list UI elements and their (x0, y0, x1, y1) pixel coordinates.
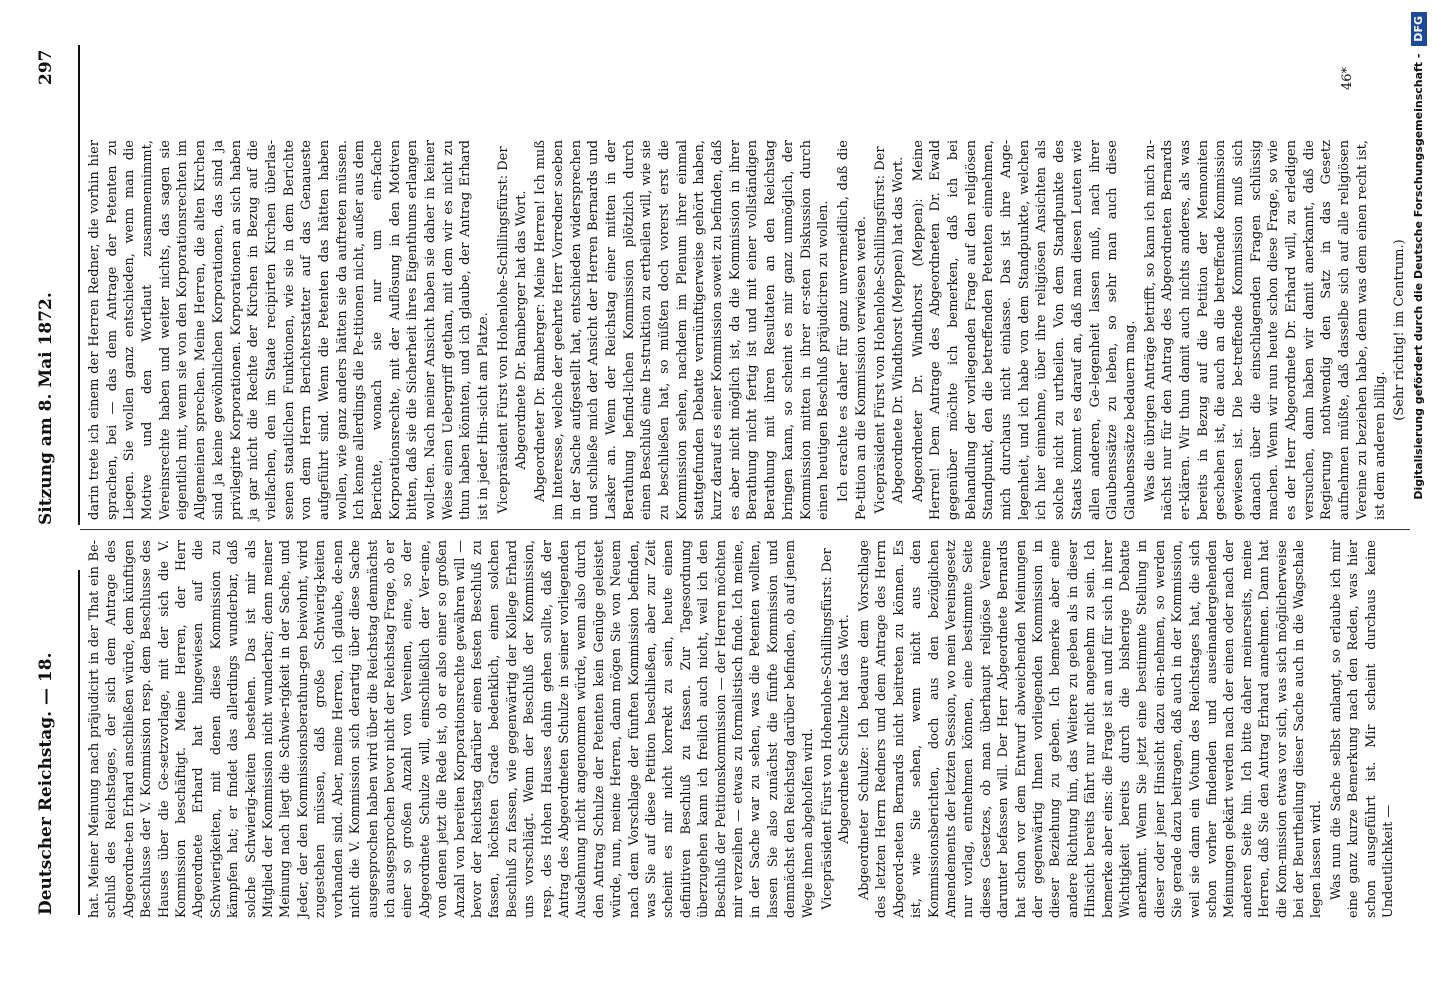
dfg-logo: DFG (1411, 12, 1427, 46)
paragraph: (Sehr richtig! im Centrum.) (1392, 239, 1408, 421)
paragraph: Vicepräsident Fürst von Hohenlohe-Schillingsfürst: Der Abgeordnete Schulze hat das Wort. (820, 548, 853, 910)
dfg-sidebar (1407, 6, 1431, 998)
column-right (86, 140, 1416, 520)
paragraph: Ich erachte es daher für ganz unvermeidlich, daß die Pe-tition an die Kommission verwiesen werde. (835, 140, 869, 520)
header-rule-left (78, 570, 80, 915)
paragraph: Abgeordneter Dr. Windthorst (Meppen): Meine Herren! Dem Antrage des Abgeordneten Dr. Ewald gegenüber möchte ich bemerken, daß ich bei Behandlung der vorliegenden Frage auf den religiösen Standpunkt, den die betreffenden Petenten einnehmen, mich durchaus nicht einlasse. Das ist ihre Ange-legenheit, und ich habe von dem Standpunkte, welchen ich hier einnehme, über ihre religiösen Ansichten als solche nicht zu urtheilen. Von dem Standpunkte des Staats kommt es darauf an, daß man diesen Leuten wie allen anderen, Ge-legenheit lassen muß, nach ihrer Glaubenssätze zu leben, so sehr man auch diese Glaubenssätze bedauern mag. (910, 140, 1138, 520)
dfg-credit-text: Digitalisierung gefördert durch die Deutsche Forschungsgemeinschaft - (1412, 53, 1425, 500)
column-separator (80, 529, 1410, 530)
paragraph: Vicepräsident Fürst von Hohenlohe-Schillingsfürst: Der Abgeordnete Dr. Bamberger hat das Wort. (495, 146, 529, 514)
signature-mark: 46* (1340, 66, 1355, 90)
paragraph: Was nun die Sache selbst anlangt, so erlaube ich mir eine ganz kurze Bemerkung nach den Reden, was hier schon ausgeführt ist. Mir scheint durchaus keine Undeutlichkeit — (1328, 540, 1397, 918)
page-header (36, 0, 76, 1000)
header-left: Deutscher Reichstag. — 18. (36, 652, 56, 915)
paragraph: Abgeordneter Schulze: Ich bedaure dem Vorschlage des letzten Herrn Redners und dem Antrage des Herrn Abgeord-neten Bernards nicht beitreten zu können. Es ist, wie Sie sehen, wenn nicht aus den Kommissionsberichten, doch aus den bezüglichen Amendements der letzten Session, wo mein Vereinsgesetz nur vorlag, entnehmen können, eine bestimmte Seite dieses Gesetzes, ob man überhaupt religiöse Vereine darunter befassen will. Der Herr Abgeordnete Bernards hat schon vor dem Entwurf abweichenden Meinungen der gegenwärtig Ihnen vorliegenden Kommission in dieser Beziehung zu geben. Ich bemerke aber eine andere Richtung hin, das Weitere zu geben als in dieser Hinsicht bereits fährt nur nicht angenehm zu sein. Ich bemerke aber eins: die Frage ist an und für sich in ihrer Wichtigkeit bereits durch die bisherige Debatte anerkannt. Wenn Sie jetzt eine bestimmte Stellung in dieser oder jener Hinsicht dazu ein-nehmen, so werden Sie gerade dazu beitragen, daß auch in der Kommission, weil sie dann ein Votum des Reichstages hat, die sich schon vorher findenden und auseinandergehenden Meinungen gekärt werden nach der einen oder nach der anderen Seite hin. Ich bitte daher meinerseits, meine Herren, daß Sie den Antrag Erhard annehmen. Dann hat die Kom-mission etwas vor sich, was sich möglicherweise bei der Beurtheilung dieser Sache auch in die Wagschale legen lassen wird. (856, 540, 1325, 918)
paragraph: Vicepräsident Fürst von Hohenlohe-Schillingsfürst: Der Abgeordnete Dr. Windthorst (Meppen) hat das Wort. (873, 146, 906, 514)
paragraph: hat. Meiner Meinung nach präjudicirt in der That ein Be-schluß des Reichstages, der sich dem Antrage des Abgeordne-ten Erhard anschließen würde, dem künftigen Beschlusse der V. Kommission resp. dem Beschlusse des Hauses über die Ge-setzvorlage, mit der sich die V. Kommission beschäftigt. Meine Herren, der Herr Abgeordnete Erhard hat hingewiesen auf die Schwierigkeiten, mit denen diese Kommission zu kämpfen hat; er findet das allerdings wunderbar, daß solche Schwierig-keiten bestehen. Das ist mir als Mitglied der Kommission nicht wunderbar; denn meiner Meinung nach liegt die Schwie-rigkeit in der Sache, und Jeder, der den Kommissionsberathun-gen beiwohnt, wird zugestehen müssen, daß große Schwierig-keiten vorhanden sind. Aber, meine Herren, ich glaube, de-nen nicht die V. Kommission sich derartig über diese Sache ausgesprochen haben wird über die Reichstag demnächst ich ausgesprochen bevor nicht der Reichstag Frage, ob er einer so großen Anzahl von Vereinen, eine, so der Abgeordnete Schulze will, einschließlich der Ver-eine, von denen jetzt die Rede ist, ob er also einer so großen Anzahl von bereiten Korporationsrechte gewähren will — bevor der Reichstag darüber einen festen Beschluß zu fassen, höchsten Grade bedenklich, einen solchen Beschluß zu fassen, wie gegenwärtig der Kollege Erhard uns vorschlägt. Wenn der Beschluß der Kommission, resp. des Hohen Hauses dahin gehen sollte, daß der Antrag des Abgeordneten Schulze in seiner vorliegenden Ausdehnung nicht angenommen würde, wenn also durch den Antrag Schulze der Petenten kein Genüge geleistet würde, nun, meine Herren, dann mögen Sie von Neuem nach dem Vorschlage der fünften Kommission befinden, was Sie auf diese Petition beschließen, aber zur Zeit scheint es mir nicht korrekt zu sein, heute einen definitiven Beschluß zu fassen. Zur Tagesordnung überzugehen kann ich freilich auch nicht, weil ich den Beschluß der Petitionskommission — der Herren möchten mir verzeihen — etwas zu formalistisch finde. Ich meine, in der Sache war zu sehen, was die Petenten wollten, lassen Sie also zunächst die fünfte Kommission und demnächst den Reichstag darüber befinden, ob auf jenem Wege ihnen abgeholfen wird. (87, 540, 816, 918)
page-number: 297 (36, 49, 56, 85)
column-left (86, 540, 1416, 918)
paragraph: Was die übrigen Anträge betrifft, so kann ich mich zu-nächst nur für den Antrag des Abgeordneten Bernards er-klären. Wir thun damit auch nichts anderes, als was bereits in Bezug auf die Petition der Mennoniten geschehen ist, die auch an die betreffende Kommission gewiesen ist. Die be-treffende Kommission muß sich danach über die einschlagenden Fragen schlüssig machen. Wenn wir nun heute schon diese Frage, so wie es der Herr Abgeordnete Dr. Erhard will, zu erledigen versuchen, dann haben wir damit anerkannt, daß die Regierung nothwendig den Satz in das Gesetz aufnehmen müßte, daß dasselbe sich auf alle religiösen Vereine zu beziehen habe, denn was dem einen recht ist, ist dem anderen billig. (1142, 140, 1388, 520)
header-middle: Sitzung am 8. Mai 1872. (36, 292, 56, 525)
header-rule-right (78, 45, 80, 525)
paragraph: Abgeordneter Dr. Bamberger: Meine Herren! Ich muß im Interesse, welche der geehrte Herr Vorredner soeben in der Sache aufgestellt hat, entschieden widersprechen und schließe mich der Ansicht der Herren Bernards und Lasker an. Wenn der Reichstag einer mitten in der Berathung befind-lichen Kommission plötzlich durch einen Beschluß eine In-struktion zu ertheilen will, wie sie zu beschließen hat, so müßten doch vorerst erst die Kommission sehen, nachdem im Plenum ihrer einmal stattgefunden Debatte vernünftigerweise gehört haben, kurz darauf es einer Kommission soweit zu befinden, daß es aber nicht möglich ist, da die Kommission in ihrer Berathung nicht fertig ist und mit einer vollständigen Berathung mit ihren Resultaten an den Reichstag bringen kann, so scheint es mir ganz unmöglich, der Kommission mitten in ihrer er-sten Diskussion durch einen heutigen Beschluß präjudiciren zu wollen. (533, 140, 832, 520)
paragraph: darin trete ich einem der Herren Redner, die vorhin hier sprachen, bei — das dem Antrage der Petenten zu Liegen. Sie wollen ganz entschieden, wenn man die Motive und den Wortlaut zusammennimmt, Vereinsrechte haben und weiter nichts, das sagen sie eigentlich mit, wenn sie von den Korporationsrechten im Allgemeinen sprechen. Meine Herren, die alten Kirchen sind ja keine gewöhnlichen Korporationen, das sind ja privilegirte Korporationen. Korporationen an sich haben ja gar nicht die Rechte der Kirchen in Bezug auf die vielfachen, den im Staate recipirten Kirchen überlas-senen staatlichen Funktionen, wie sie in dem Berichte von dem Herrn Berichterstatter auf das Genaueste aufgeführt sind. Wenn die Petenten das hätten haben wollen, wie ganz anders hätten sie da auftreten müssen. Ich kenne allerdings die Pe-titionen nicht, außer aus dem Berichte, wonach sie nur um ein-fache Korporationsrechte, mit der Auflösung in den Motiven bitten, daß sie die Sicherheit ihres Eigenthums erlangen woll-ten. Nach meiner Ansicht haben sie daher in keiner Weise einen Uebergriff gethan, mit dem wir es nicht zu thun haben könnten, und ich glaube, der Antrag Erhard ist in jeder Hin-sicht am Platze. (87, 140, 492, 520)
